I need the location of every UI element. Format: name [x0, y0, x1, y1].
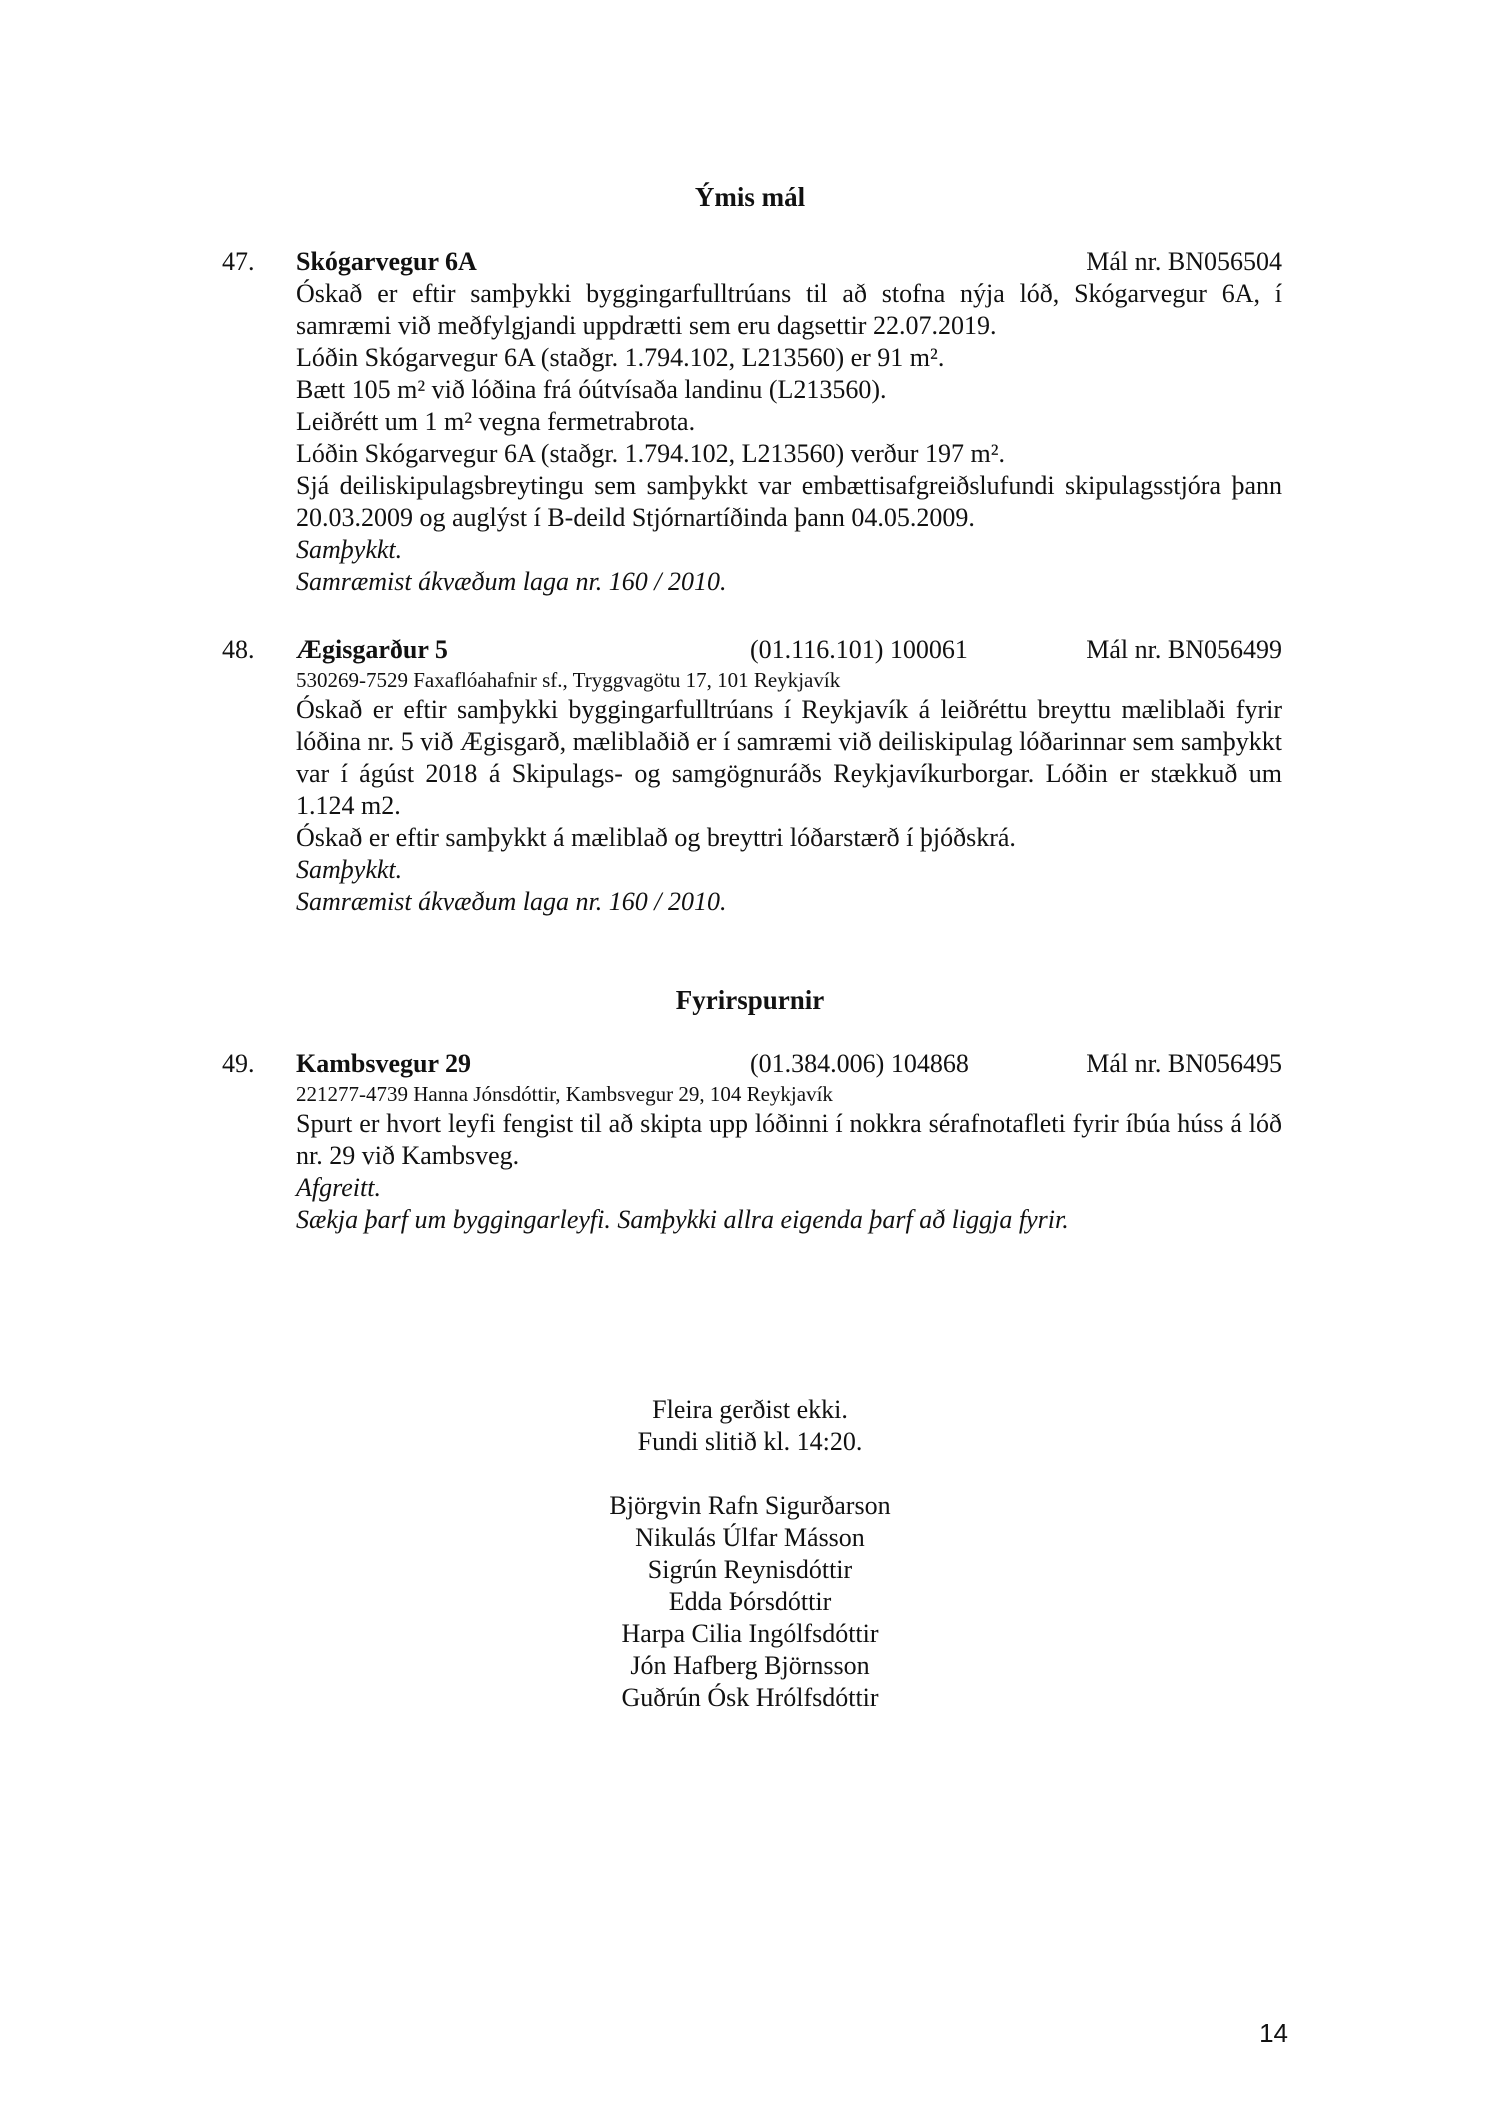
description-line: Leiðrétt um 1 m² vegna fermetrabrota.	[296, 407, 696, 436]
section-title-fyrirspurnir: Fyrirspurnir	[675, 985, 825, 1015]
page-number: 14	[1259, 2018, 1288, 2048]
case-reference: Mál nr. BN056504	[1086, 247, 1282, 276]
case-decision: Samþykkt.	[296, 855, 403, 884]
case-body	[296, 278, 1282, 598]
case-lot-id: (01.384.006) 104868	[750, 1049, 969, 1078]
case-address: Ægisgarður 5	[296, 635, 448, 664]
case-47	[222, 246, 1282, 598]
case-decision: Samþykkt.	[296, 535, 403, 564]
signatory-name: Harpa Cilia Ingólfsdóttir	[621, 1619, 879, 1648]
case-48	[222, 634, 1282, 918]
description-line: Bætt 105 m² við lóðina frá óútvísaða landinu (L213560).	[296, 375, 887, 404]
case-applicant: 221277-4739 Hanna Jónsdóttir, Kambsvegur 29, 104 Reykjavík	[296, 1082, 833, 1106]
case-address: Skógarvegur 6A	[296, 247, 477, 276]
section-title-ymis-mal: Ýmis mál	[694, 182, 806, 212]
case-reference: Mál nr. BN056499	[1086, 635, 1282, 664]
signatory-name: Sigrún Reynisdóttir	[647, 1555, 853, 1584]
description-line: Óskað er eftir samþykkt á mæliblað og breyttri lóðarstærð í þjóðskrá.	[296, 823, 1016, 852]
case-header	[222, 634, 1282, 666]
description-line: Óskað er eftir samþykki byggingarfulltrúans til að stofna nýja lóð, Skógarvegur 6A, í samræmi við meðfylgjandi uppdrætti sem eru dagsettir 22.07.2019.	[296, 279, 1282, 340]
description-line: Lóðin Skógarvegur 6A (staðgr. 1.794.102, L213560) er 91 m².	[296, 343, 945, 372]
signatory-name: Nikulás Úlfar Másson	[635, 1523, 865, 1552]
case-body	[296, 1080, 1282, 1236]
case-header	[222, 246, 1282, 278]
case-address: Kambsvegur 29	[296, 1049, 472, 1078]
case-header	[222, 1048, 1282, 1080]
description-line: Spurt er hvort leyfi fengist til að skipta upp lóðinni í nokkra sérafnotafleti fyrir íbúa húss á lóð nr. 29 við Kambsveg.	[296, 1109, 1282, 1170]
case-applicant: 530269-7529 Faxaflóahafnir sf., Tryggvagötu 17, 101 Reykjavík	[296, 668, 841, 692]
case-reference: Mál nr. BN056495	[1086, 1049, 1282, 1078]
description-line: Lóðin Skógarvegur 6A (staðgr. 1.794.102, L213560) verður 197 m².	[296, 439, 1005, 468]
meeting-closing	[0, 1394, 1500, 1458]
case-number: 47.	[222, 247, 255, 276]
signatory-name: Edda Þórsdóttir	[668, 1587, 832, 1616]
case-note: Samræmist ákvæðum laga nr. 160 / 2010.	[296, 887, 727, 916]
signatory-name: Jón Hafberg Björnsson	[630, 1651, 870, 1680]
description-line: Óskað er eftir samþykki byggingarfulltrúans í Reykjavík á leiðréttu breyttu mæliblaði fyrir lóðina nr. 5 við Ægisgarð, mæliblaðið er í samræmi við deiliskipulag lóðarinnar sem samþykkt var í ágúst 2018 á Skipulags- og samgögnuráðs Reykjavíkurborgar. Lóðin er stækkuð um 1.124 m2.	[296, 695, 1282, 820]
case-decision: Afgreitt.	[296, 1173, 381, 1202]
case-lot-id: (01.116.101) 100061	[750, 635, 968, 664]
closing-time: Fundi slitið kl. 14:20.	[637, 1427, 863, 1456]
case-number: 48.	[222, 635, 255, 664]
signatory-name: Guðrún Ósk Hrólfsdóttir	[621, 1683, 879, 1712]
case-note: Sækja þarf um byggingarleyfi. Samþykki allra eigenda þarf að liggja fyrir.	[296, 1205, 1069, 1234]
description-line: Sjá deiliskipulagsbreytingu sem samþykkt var embættisafgreiðslufundi skipulagsstjóra þann 20.03.2009 og auglýst í B-deild Stjórnartíðinda þann 04.05.2009.	[296, 471, 1282, 532]
case-number: 49.	[222, 1049, 255, 1078]
signatory-list	[0, 1490, 1500, 1714]
case-note: Samræmist ákvæðum laga nr. 160 / 2010.	[296, 567, 727, 596]
case-49	[222, 1048, 1282, 1236]
signatory-name: Björgvin Rafn Sigurðarson	[609, 1491, 891, 1520]
closing-line: Fleira gerðist ekki.	[652, 1395, 848, 1424]
case-body	[296, 666, 1282, 918]
